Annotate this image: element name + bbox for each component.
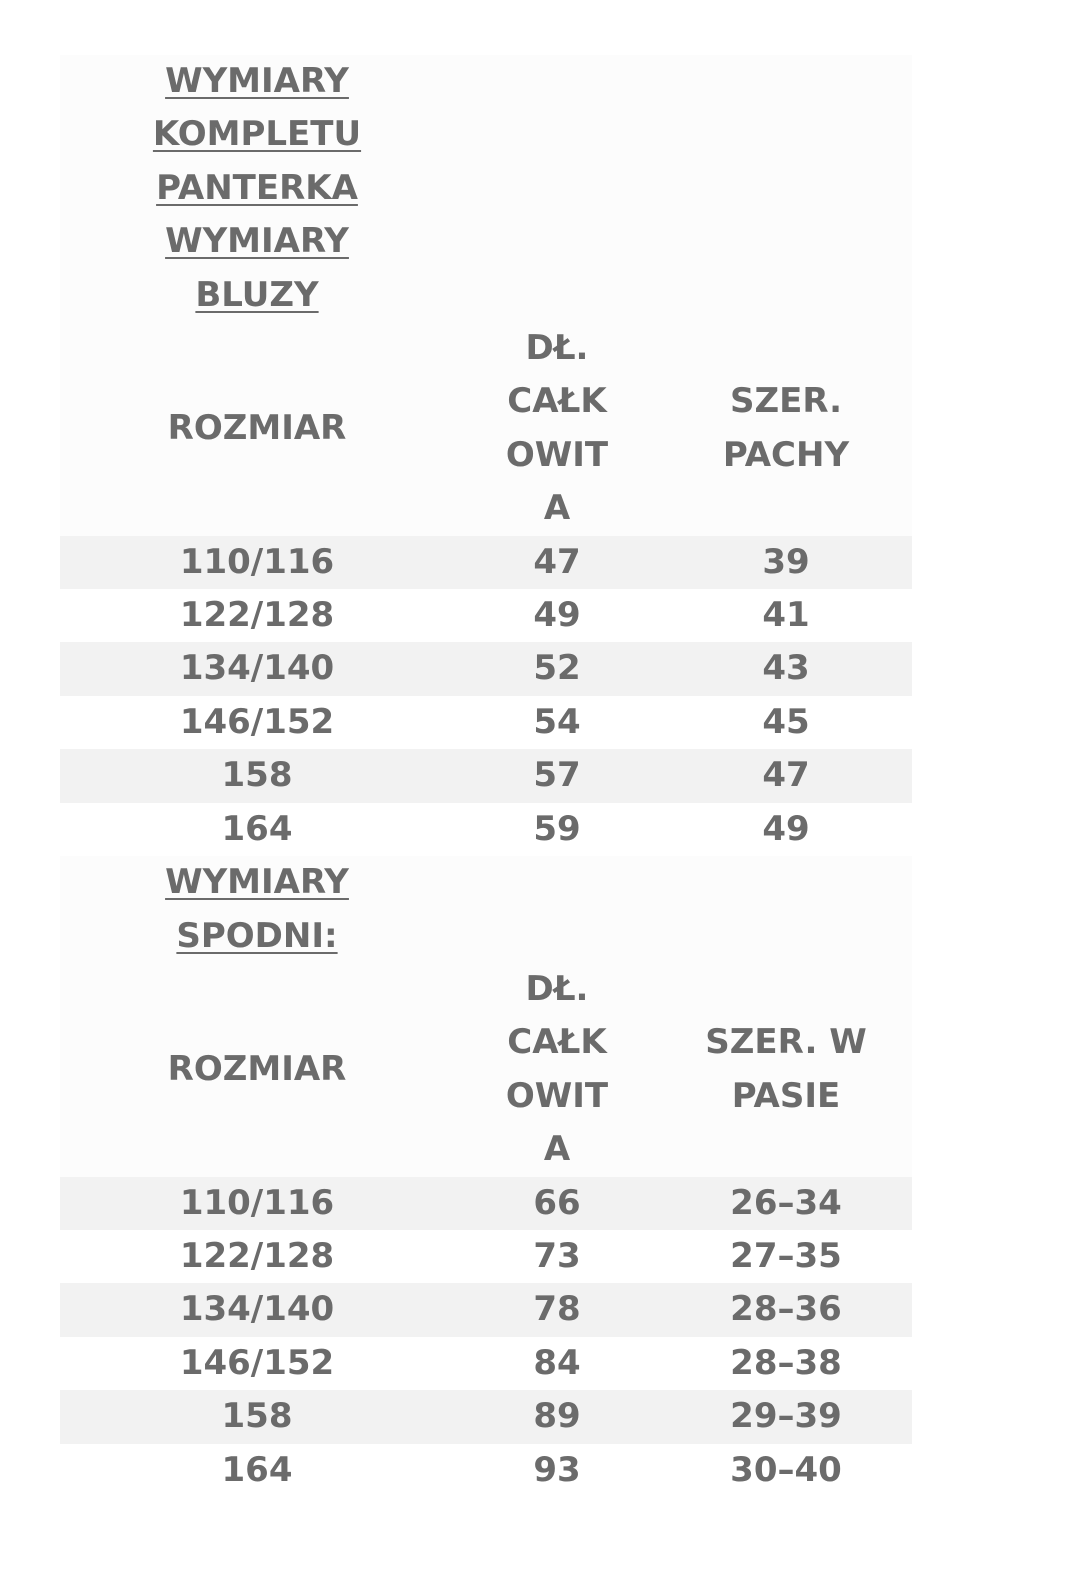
- header-row-bluza: [60, 322, 912, 536]
- cell-width: 26–34: [660, 1177, 912, 1230]
- title-line: WYMIARY: [165, 61, 349, 101]
- table-row: [60, 1177, 912, 1230]
- cell-size: 110/116: [60, 536, 454, 589]
- table-row: [60, 1444, 912, 1497]
- size-chart-page: [60, 55, 912, 1497]
- title-line: SPODNI:: [176, 915, 338, 956]
- cell-size: 158: [60, 749, 454, 802]
- header-row-spodnie: [60, 963, 912, 1177]
- table-row: [60, 1390, 912, 1443]
- section-title-bluza: [60, 55, 454, 322]
- cell-width: 47: [660, 749, 912, 802]
- cell-length: 66: [454, 1177, 660, 1230]
- cell-size: 146/152: [60, 1337, 454, 1390]
- header-line: OWIT: [505, 1075, 609, 1116]
- table-row: [60, 1337, 912, 1390]
- header-total-length: [454, 322, 660, 536]
- cell-size: 110/116: [60, 1177, 454, 1230]
- section-title-spodnie: [60, 856, 454, 963]
- cell-length: 54: [454, 696, 660, 749]
- cell-length: 47: [454, 536, 660, 589]
- empty-cell: [454, 856, 660, 963]
- cell-length: 89: [454, 1390, 660, 1443]
- cell-length: 49: [454, 589, 660, 642]
- empty-cell: [660, 856, 912, 963]
- cell-length: 57: [454, 749, 660, 802]
- cell-width: 43: [660, 642, 912, 695]
- header-line: PACHY: [722, 434, 850, 475]
- header-waist-width: [660, 963, 912, 1177]
- table-row: [60, 803, 912, 856]
- cell-length: 52: [454, 642, 660, 695]
- header-line: PASIE: [731, 1075, 841, 1116]
- header-line: A: [543, 1129, 571, 1170]
- cell-width: 27–35: [660, 1230, 912, 1283]
- table-row: [60, 589, 912, 642]
- cell-size: 134/140: [60, 1283, 454, 1336]
- table-row: [60, 642, 912, 695]
- title-line: BLUZY: [195, 274, 319, 315]
- header-line: A: [543, 488, 571, 529]
- cell-length: 59: [454, 803, 660, 856]
- cell-size: 158: [60, 1390, 454, 1443]
- cell-size: 146/152: [60, 696, 454, 749]
- header-line: CAŁK: [507, 381, 607, 422]
- cell-length: 78: [454, 1283, 660, 1336]
- cell-width: 29–39: [660, 1390, 912, 1443]
- cell-length: 84: [454, 1337, 660, 1390]
- header-armpit-width: [660, 322, 912, 536]
- cell-width: 28–36: [660, 1283, 912, 1336]
- header-size: ROZMIAR: [60, 322, 454, 536]
- table-row: [60, 536, 912, 589]
- cell-width: 39: [660, 536, 912, 589]
- table-row: [60, 1283, 912, 1336]
- title-line: PANTERKA: [156, 167, 358, 208]
- cell-size: 164: [60, 1444, 454, 1497]
- cell-size: 164: [60, 803, 454, 856]
- cell-size: 122/128: [60, 589, 454, 642]
- title-line: WYMIARY: [165, 221, 349, 262]
- header-line: DŁ.: [525, 968, 589, 1009]
- header-line: DŁ.: [525, 328, 589, 369]
- header-line: OWIT: [505, 434, 609, 475]
- cell-width: 28–38: [660, 1337, 912, 1390]
- header-line: CAŁK: [507, 1022, 607, 1063]
- empty-cell: [660, 55, 912, 322]
- header-line: SZER. W: [705, 1022, 867, 1063]
- table-row: [60, 1230, 912, 1283]
- table-row: [60, 749, 912, 802]
- section-title-row-spodnie: [60, 856, 912, 963]
- header-total-length: [454, 963, 660, 1177]
- header-size: ROZMIAR: [60, 963, 454, 1177]
- cell-size: 122/128: [60, 1230, 454, 1283]
- title-line: KOMPLETU: [152, 114, 362, 155]
- cell-width: 41: [660, 589, 912, 642]
- cell-size: 134/140: [60, 642, 454, 695]
- cell-length: 73: [454, 1230, 660, 1283]
- section-title-row-bluza: [60, 55, 912, 322]
- table-row: [60, 696, 912, 749]
- cell-length: 93: [454, 1444, 660, 1497]
- title-line: WYMIARY: [165, 862, 349, 903]
- header-line: SZER.: [729, 381, 843, 422]
- empty-cell: [454, 55, 660, 322]
- cell-width: 49: [660, 803, 912, 856]
- cell-width: 30–40: [660, 1444, 912, 1497]
- cell-width: 45: [660, 696, 912, 749]
- size-table: [60, 55, 912, 1497]
